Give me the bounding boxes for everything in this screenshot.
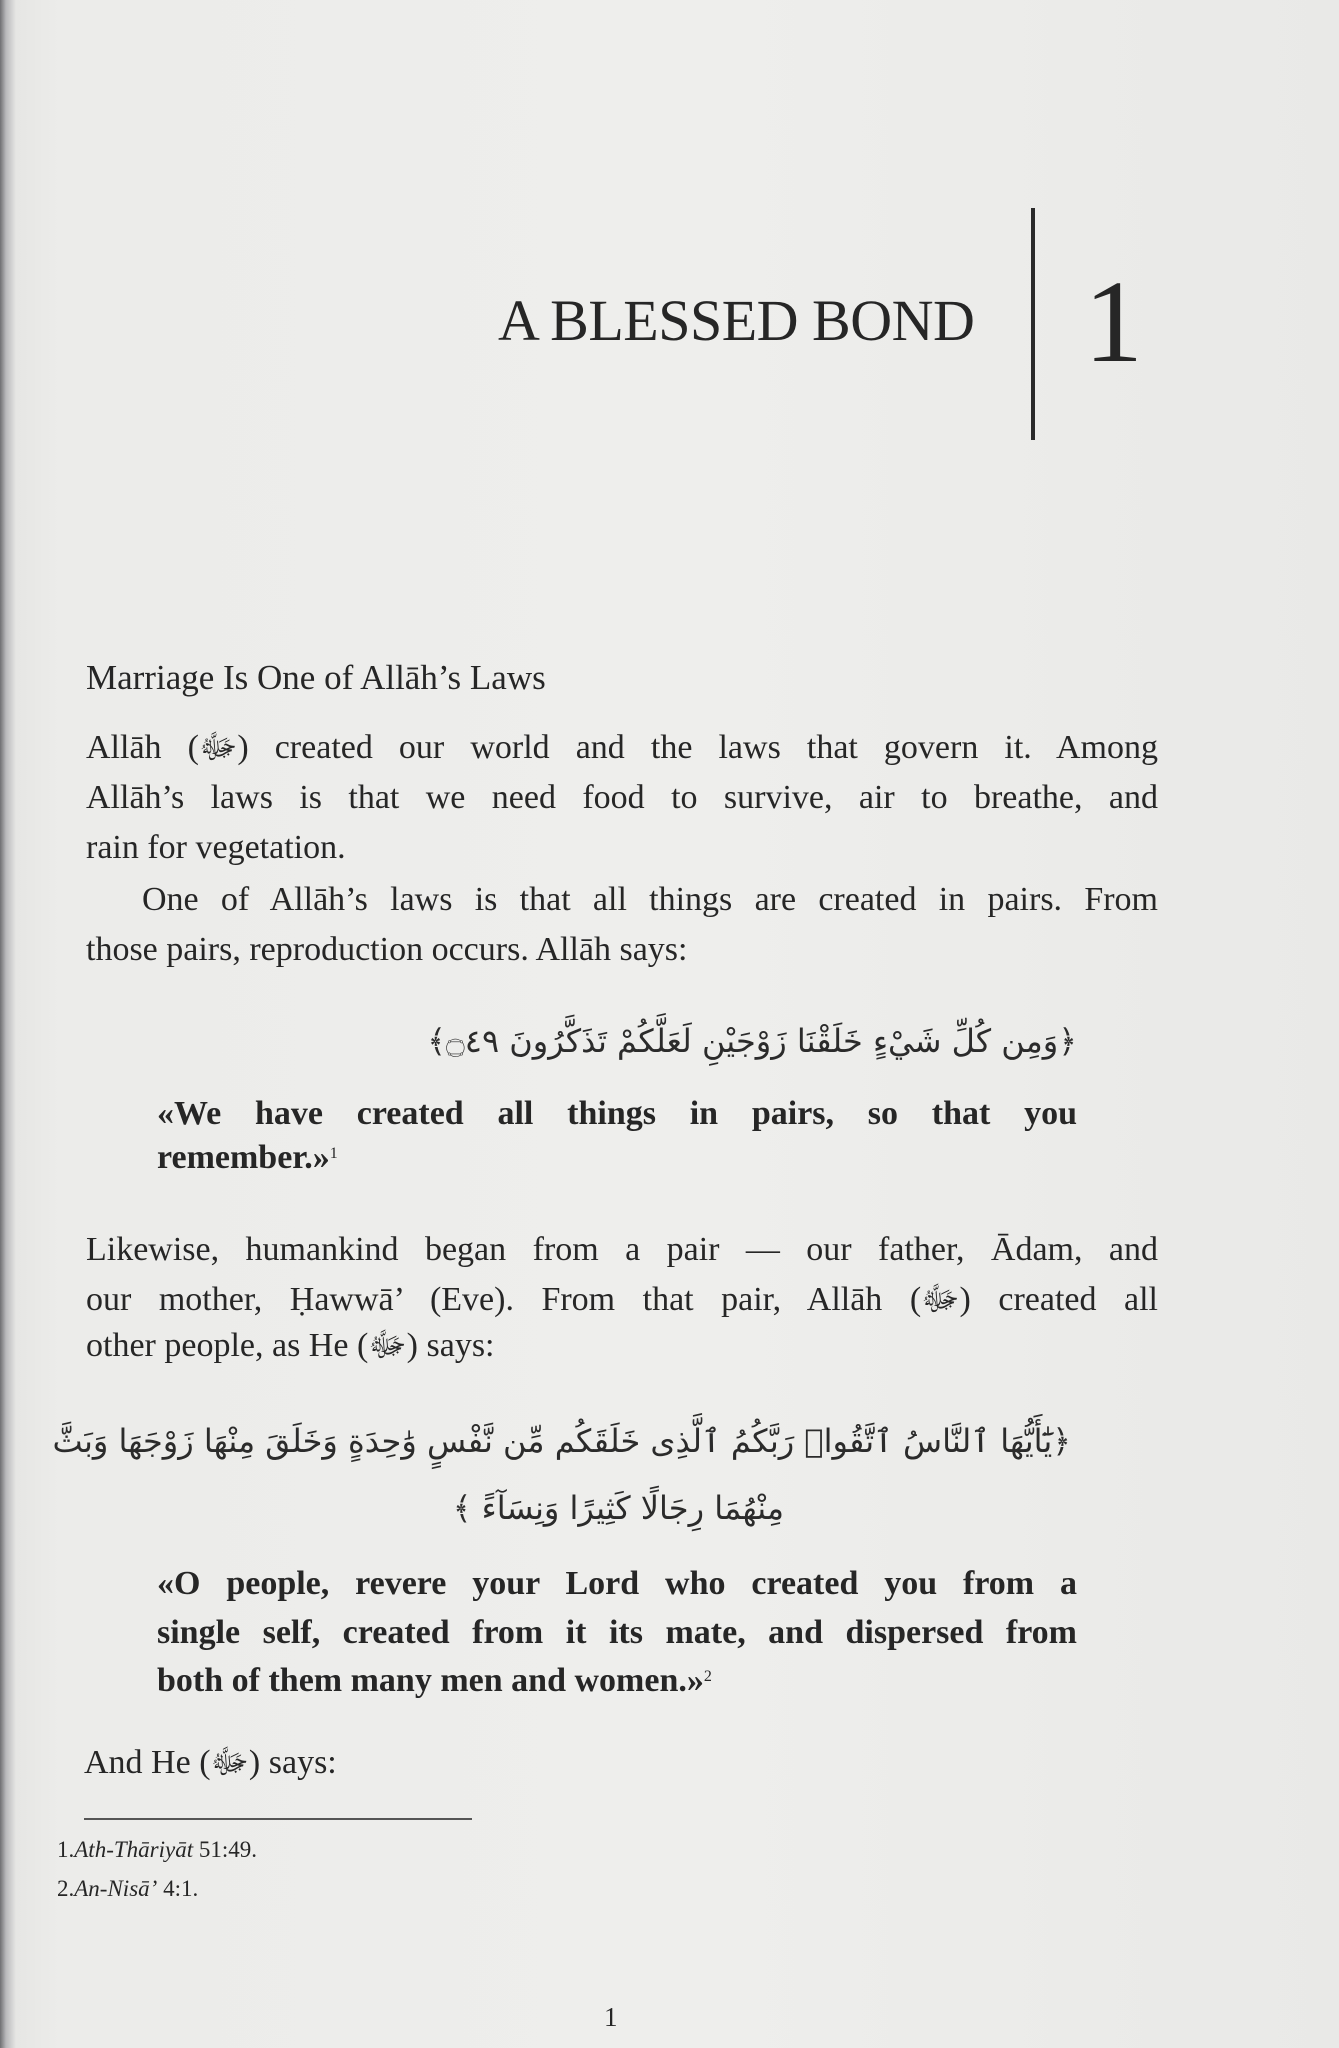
paragraph-line: our mother, Ḥawwā’ (Eve). From that pair, Allāh (ﷻ) created all xyxy=(86,1281,1159,1318)
quote-line: «We have created all things in pairs, so that you xyxy=(157,1095,1077,1132)
paragraph-line: One of Allāh’s laws is that all things are created in pairs. From xyxy=(142,881,1158,918)
paragraph-line: Allāh’s laws is that we need food to survive, air to breathe, and xyxy=(86,779,1158,816)
footnote-number: 1. xyxy=(57,1837,75,1862)
page-number: 1 xyxy=(604,2002,618,2032)
quote-line xyxy=(157,1136,1077,1180)
arabic-verse: مِنْهُمَا رِجَالًا كَثِيرًا وَنِسَآءً ﴾ xyxy=(452,1489,784,1527)
chapter-number: 1 xyxy=(1084,256,1143,387)
quote-line xyxy=(157,1659,1077,1703)
footnote-source: An-Nisā’ xyxy=(74,1876,158,1901)
arabic-verse: ﴿وَمِن كُلِّ شَيْءٍ خَلَقْنَا زَوْجَيْنِ لَعَلَّكُمْ تَذَكَّرُونَ ۝٤٩﴾ xyxy=(427,1022,1077,1060)
footnote-ref-text: 51:49. xyxy=(198,1837,257,1862)
paragraph-line: rain for vegetation. xyxy=(86,829,346,866)
footnote-ref: 1 xyxy=(329,1145,338,1162)
footnote xyxy=(57,1835,257,1865)
section-heading: Marriage Is One of Allāh’s Laws xyxy=(86,658,546,697)
paragraph-line: those pairs, reproduction occurs. Allāh says: xyxy=(86,931,688,968)
quote-line: «O people, revere your Lord who created you from a xyxy=(157,1565,1077,1602)
paragraph-line: other people, as He (ﷻ) says: xyxy=(86,1327,495,1364)
chapter-divider xyxy=(1031,208,1035,440)
paragraph-line: Likewise, humankind began from a pair — our father, Ādam, and xyxy=(86,1231,1158,1268)
footnote-number: 2. xyxy=(57,1876,75,1901)
footnote-rule xyxy=(84,1818,472,1820)
paragraph-line: And He (ﷻ) says: xyxy=(84,1744,337,1781)
quote-text: both of them many men and women.» xyxy=(157,1662,704,1699)
quote-text: remember.» xyxy=(157,1139,330,1176)
footnote-ref-text: 4:1. xyxy=(163,1876,199,1901)
footnote-source: Ath-Thāriyāt xyxy=(74,1837,194,1862)
arabic-verse: ﴿يَٰٓأَيُّهَا ٱلنَّاسُ ٱتَّقُوا۟ رَبَّكُمُ ٱلَّذِى خَلَقَكُم مِّن نَّفْسٍ وَٰحِدَةٍ وَخَلَقَ مِنْهَا زَوْجَهَا وَبَثَّ xyxy=(52,1422,1071,1460)
chapter-title: A BLESSED BOND xyxy=(498,288,975,353)
paragraph-line: Allāh (ﷻ) created our world and the laws that govern it. Among xyxy=(86,729,1159,766)
footnote-ref: 2 xyxy=(703,1668,712,1685)
quote-line: single self, created from it its mate, and dispersed from xyxy=(157,1614,1077,1651)
footnote xyxy=(57,1874,198,1904)
